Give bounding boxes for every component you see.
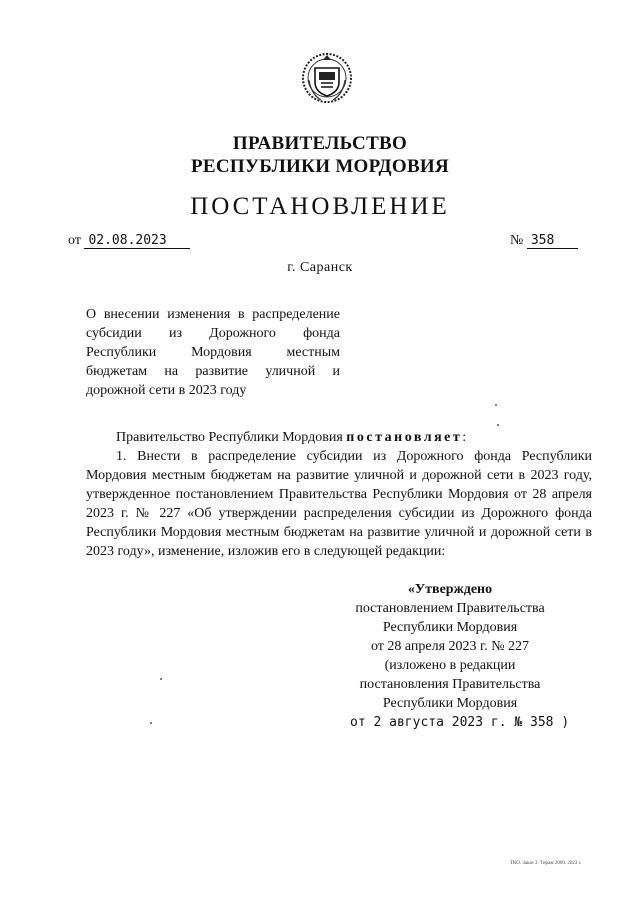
scan-speck [160,678,162,680]
document-type: ПОСТАНОВЛЕНИЕ [190,193,450,220]
city-line: г. Саранск [287,260,353,275]
org-name-line1: ПРАВИТЕЛЬСТВО [232,133,408,154]
date-value: 02.08.2023 [84,233,190,249]
approval-line5: постановления Правительства [359,677,541,692]
paragraph-1: 1. Внести в распределение субсидии из Дорожного фонда Республики Мордовия местным бюджетам на развитие уличной и дорожной сети в 2023 году, утвержденное постановлением Правительства Республики Мордовия от 28 апреля 2023 г. № 227 «Об утверждении распределения субсидии из Дорожного фонда Республики Мордовия местным бюджетам на развитие уличной и дорожной сети в 2023 году», изменение, изложив его в следующей редакции: [86,449,592,559]
approval-line1: постановлением Правительства [355,601,545,616]
approval-head: «Утверждено [407,582,493,597]
date-prefix: от [68,233,81,248]
print-note: ТКО. Заказ 3. Тираж 2000. 2023 г. [510,861,582,866]
scan-speck [150,722,152,724]
intro-suffix: : [462,430,467,445]
document-subject: О внесении изменения в распределение субсидии из Дорожного фонда Республики Мордовия местным бюджетам на развитие уличной и дорожной сети в 2023 году [86,307,340,398]
approval-line4: (изложено в редакции [384,658,516,673]
org-name-line2: РЕСПУБЛИКИ МОРДОВИЯ [190,156,450,177]
number-value: 358 [527,233,578,249]
approval-line6: Республики Мордовия [382,696,518,711]
intro-prefix: Правительство Республики Мордовия [116,430,347,445]
approval-line7: от 2 августа 2023 г. № 358 ) [350,715,570,730]
coat-of-arms-icon [301,50,353,106]
approval-line2: Республики Мордовия [382,620,518,635]
number-prefix: № [510,233,524,248]
approval-line3: от 28 апреля 2023 г. № 227 [370,639,530,654]
scan-speck [495,404,497,406]
approval-stamp-block [330,580,570,732]
date-field [68,233,190,249]
intro-line [86,428,592,447]
number-field [510,233,578,249]
scan-speck [497,424,499,426]
intro-resolves: постановляет [346,430,463,445]
